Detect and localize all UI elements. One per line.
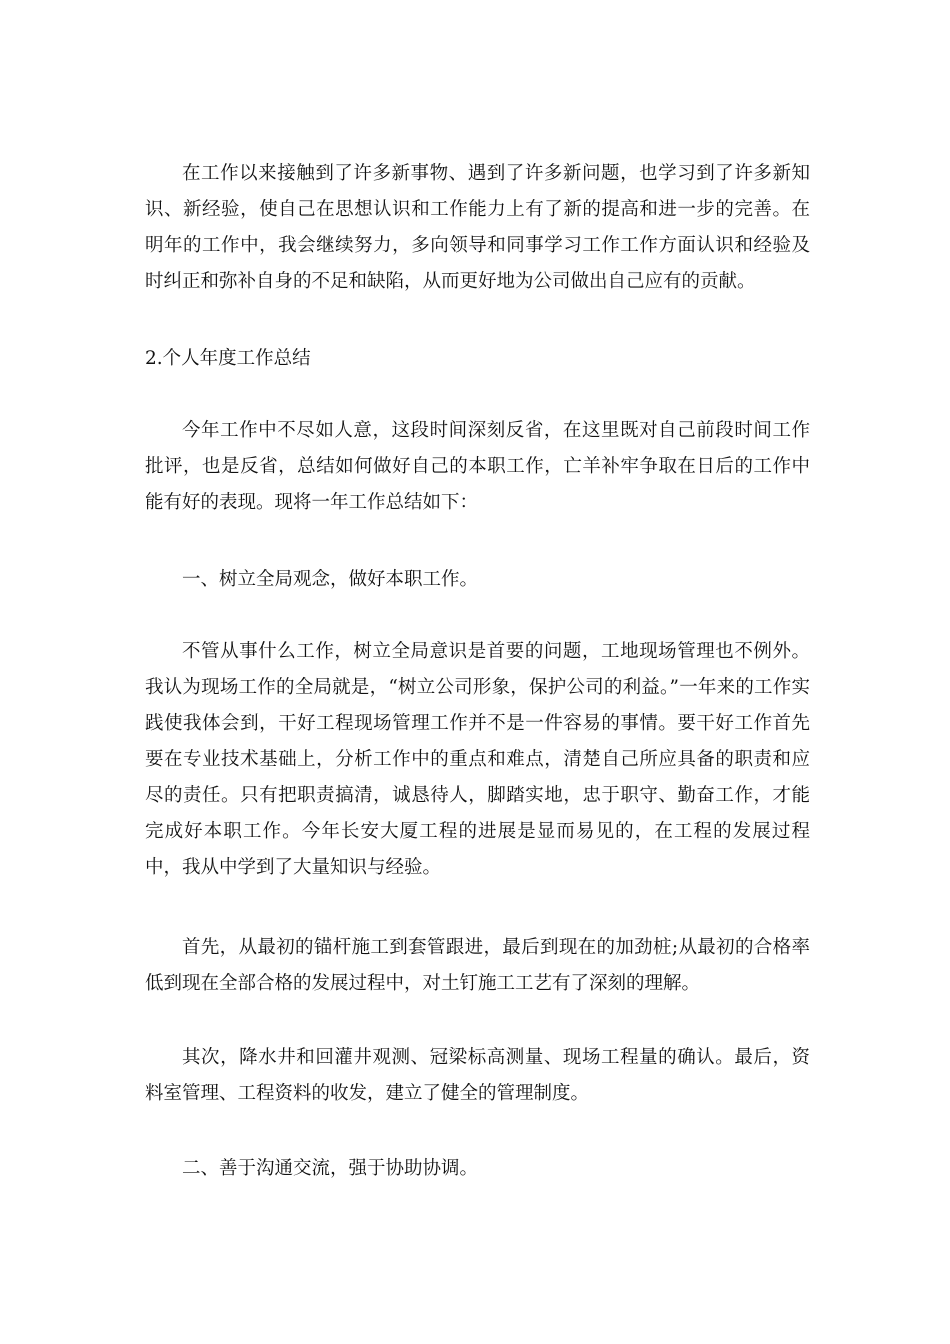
paragraph-intro — [145, 156, 810, 300]
subheading-text: 一、树立全局观念，做好本职工作。 — [182, 569, 479, 590]
section-heading-text: 2.个人年度工作总结 — [145, 348, 311, 369]
paragraph-text: 不管从事什么工作，树立全局意识是首要的问题，工地现场管理也不例外。我认为现场工作的全局就是，“树立公司形象，保护公司的利益。”一年来的工作实践使我体会到，干好工程现场管理工作并不是一件容易的事情。要干好工作首先要在专业技术基础上，分析工作中的重点和难点，清楚自己所应具备的职责和应尽的责任。只有把职责搞清，诚恳待人，脚踏实地，忠于职守、勤奋工作，才能完成好本职工作。今年长安大厦工程的进展是显而易见的，在工程的发展过程中，我从中学到了大量知识与经验。 — [145, 641, 810, 878]
paragraph-first — [145, 930, 810, 1002]
subheading-two — [145, 1151, 810, 1187]
section-heading — [145, 341, 810, 377]
paragraph-text: 其次，降水井和回灌井观测、冠梁标高测量、现场工程量的确认。最后，资料室管理、工程资料的收发，建立了健全的管理制度。 — [145, 1047, 810, 1104]
paragraph-global-view — [145, 634, 810, 886]
paragraph-text: 在工作以来接触到了许多新事物、遇到了许多新问题，也学习到了许多新知识、新经验，使自己在思想认识和工作能力上有了新的提高和进一步的完善。在明年的工作中，我会继续努力，多向领导和同事学习工作工作方面认识和经验及时纠正和弥补自身的不足和缺陷，从而更好地为公司做出自己应有的贡献。 — [145, 163, 810, 292]
subheading-one — [145, 562, 810, 598]
paragraph-text: 今年工作中不尽如人意，这段时间深刻反省，在这里既对自己前段时间工作批评，也是反省，总结如何做好自己的本职工作，亡羊补牢争取在日后的工作中能有好的表现。现将一年工作总结如下： — [145, 420, 810, 513]
subheading-text: 二、善于沟通交流，强于协助协调。 — [182, 1158, 479, 1179]
paragraph-second — [145, 1040, 810, 1112]
paragraph-text: 首先，从最初的锚杆施工到套管跟进，最后到现在的加劲桩;从最初的合格率低到现在全部合格的发展过程中，对土钉施工工艺有了深刻的理解。 — [145, 937, 810, 994]
paragraph-summary-intro — [145, 413, 810, 521]
